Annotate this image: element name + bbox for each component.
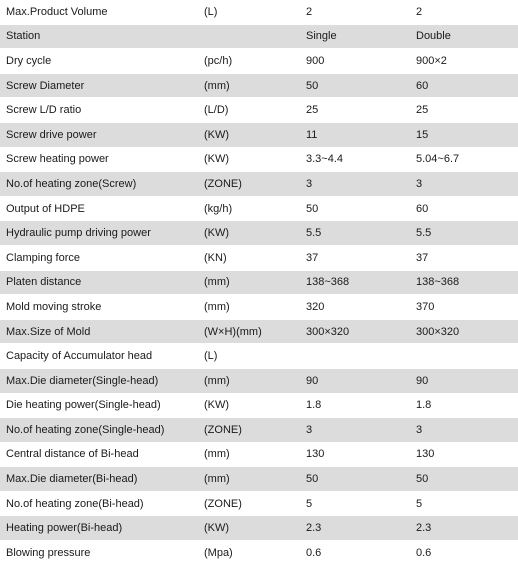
unit-cell: (L/D) <box>198 98 300 123</box>
unit-cell: (mm) <box>198 442 300 467</box>
table-row <box>0 196 518 221</box>
double-value-cell: 0.6 <box>410 541 518 566</box>
double-value-cell: 37 <box>410 245 518 270</box>
single-value-cell: 50 <box>300 73 410 98</box>
double-value-cell: 3 <box>410 172 518 197</box>
unit-cell: (ZONE) <box>198 418 300 443</box>
unit-cell: (mm) <box>198 73 300 98</box>
single-value-cell: 5.5 <box>300 221 410 246</box>
single-value-cell: 50 <box>300 196 410 221</box>
unit-cell: (kg/h) <box>198 196 300 221</box>
param-name-cell: Screw drive power <box>0 122 198 147</box>
table-row <box>0 516 518 541</box>
unit-cell: (Mpa) <box>198 541 300 566</box>
table-row <box>0 98 518 123</box>
single-value-cell <box>300 344 410 369</box>
table-row <box>0 147 518 172</box>
table-row <box>0 295 518 320</box>
unit-cell: (KW) <box>198 221 300 246</box>
single-value-cell: 11 <box>300 122 410 147</box>
param-name-cell: Dry cycle <box>0 49 198 74</box>
double-value-cell: 130 <box>410 442 518 467</box>
single-value-cell: 3 <box>300 418 410 443</box>
param-name-cell: Die heating power(Single-head) <box>0 393 198 418</box>
unit-cell: (ZONE) <box>198 491 300 516</box>
single-value-cell: 5 <box>300 491 410 516</box>
param-name-cell: Blowing pressure <box>0 541 198 566</box>
unit-cell: (mm) <box>198 467 300 492</box>
unit-cell: (pc/h) <box>198 49 300 74</box>
double-value-cell: 5.5 <box>410 221 518 246</box>
single-value-cell: 2 <box>300 0 410 24</box>
single-value-cell: 25 <box>300 98 410 123</box>
param-name-cell: No.of heating zone(Bi-head) <box>0 491 198 516</box>
single-value-cell: 130 <box>300 442 410 467</box>
param-name-cell: Max.Die diameter(Single-head) <box>0 368 198 393</box>
param-name-cell: Station <box>0 24 198 49</box>
double-value-cell: 3 <box>410 418 518 443</box>
single-value-cell: 3 <box>300 172 410 197</box>
unit-cell: (L) <box>198 0 300 24</box>
single-value-cell: 3.3~4.4 <box>300 147 410 172</box>
table-row <box>0 221 518 246</box>
double-value-cell: 370 <box>410 295 518 320</box>
double-value-cell: 138~368 <box>410 270 518 295</box>
table-row <box>0 0 518 24</box>
single-value-cell: 2.3 <box>300 516 410 541</box>
param-name-cell: Central distance of Bi-head <box>0 442 198 467</box>
unit-cell: (KN) <box>198 245 300 270</box>
unit-cell: (mm) <box>198 295 300 320</box>
unit-cell: (KW) <box>198 122 300 147</box>
table-row <box>0 122 518 147</box>
param-name-cell: Screw L/D ratio <box>0 98 198 123</box>
param-name-cell: Capacity of Accumulator head <box>0 344 198 369</box>
table-row <box>0 270 518 295</box>
table-row <box>0 467 518 492</box>
table-row <box>0 172 518 197</box>
unit-cell <box>198 24 300 49</box>
single-value-cell: 320 <box>300 295 410 320</box>
param-name-cell: Max.Die diameter(Bi-head) <box>0 467 198 492</box>
unit-cell: (KW) <box>198 147 300 172</box>
double-value-cell: Double <box>410 24 518 49</box>
single-value-cell: 300×320 <box>300 319 410 344</box>
single-value-cell: 37 <box>300 245 410 270</box>
single-value-cell: 1.8 <box>300 393 410 418</box>
double-value-cell: 5.04~6.7 <box>410 147 518 172</box>
single-value-cell: 90 <box>300 368 410 393</box>
param-name-cell: Max.Size of Mold <box>0 319 198 344</box>
unit-cell: (KW) <box>198 516 300 541</box>
table-row <box>0 344 518 369</box>
param-name-cell: No.of heating zone(Single-head) <box>0 418 198 443</box>
table-row <box>0 368 518 393</box>
table-row <box>0 393 518 418</box>
table-row <box>0 418 518 443</box>
double-value-cell: 900×2 <box>410 49 518 74</box>
single-value-cell: 0.6 <box>300 541 410 566</box>
double-value-cell: 50 <box>410 467 518 492</box>
table-row <box>0 491 518 516</box>
table-row <box>0 49 518 74</box>
unit-cell: (ZONE) <box>198 172 300 197</box>
unit-cell: (mm) <box>198 368 300 393</box>
double-value-cell: 1.8 <box>410 393 518 418</box>
single-value-cell: 50 <box>300 467 410 492</box>
unit-cell: (KW) <box>198 393 300 418</box>
param-name-cell: No.of heating zone(Screw) <box>0 172 198 197</box>
double-value-cell: 2.3 <box>410 516 518 541</box>
table-row <box>0 442 518 467</box>
param-name-cell: Screw heating power <box>0 147 198 172</box>
double-value-cell: 25 <box>410 98 518 123</box>
param-name-cell: Hydraulic pump driving power <box>0 221 198 246</box>
table-row <box>0 24 518 49</box>
double-value-cell: 90 <box>410 368 518 393</box>
double-value-cell <box>410 344 518 369</box>
table-row <box>0 73 518 98</box>
double-value-cell: 60 <box>410 73 518 98</box>
table-row <box>0 319 518 344</box>
param-name-cell: Platen distance <box>0 270 198 295</box>
param-name-cell: Mold moving stroke <box>0 295 198 320</box>
double-value-cell: 15 <box>410 122 518 147</box>
unit-cell: (L) <box>198 344 300 369</box>
double-value-cell: 300×320 <box>410 319 518 344</box>
double-value-cell: 60 <box>410 196 518 221</box>
double-value-cell: 5 <box>410 491 518 516</box>
single-value-cell: Single <box>300 24 410 49</box>
double-value-cell: 2 <box>410 0 518 24</box>
single-value-cell: 900 <box>300 49 410 74</box>
table-row <box>0 245 518 270</box>
param-name-cell: Screw Diameter <box>0 73 198 98</box>
param-name-cell: Clamping force <box>0 245 198 270</box>
unit-cell: (W×H)(mm) <box>198 319 300 344</box>
param-name-cell: Heating power(Bi-head) <box>0 516 198 541</box>
unit-cell: (mm) <box>198 270 300 295</box>
table-row <box>0 541 518 566</box>
single-value-cell: 138~368 <box>300 270 410 295</box>
param-name-cell: Max.Product Volume <box>0 0 198 24</box>
param-name-cell: Output of HDPE <box>0 196 198 221</box>
